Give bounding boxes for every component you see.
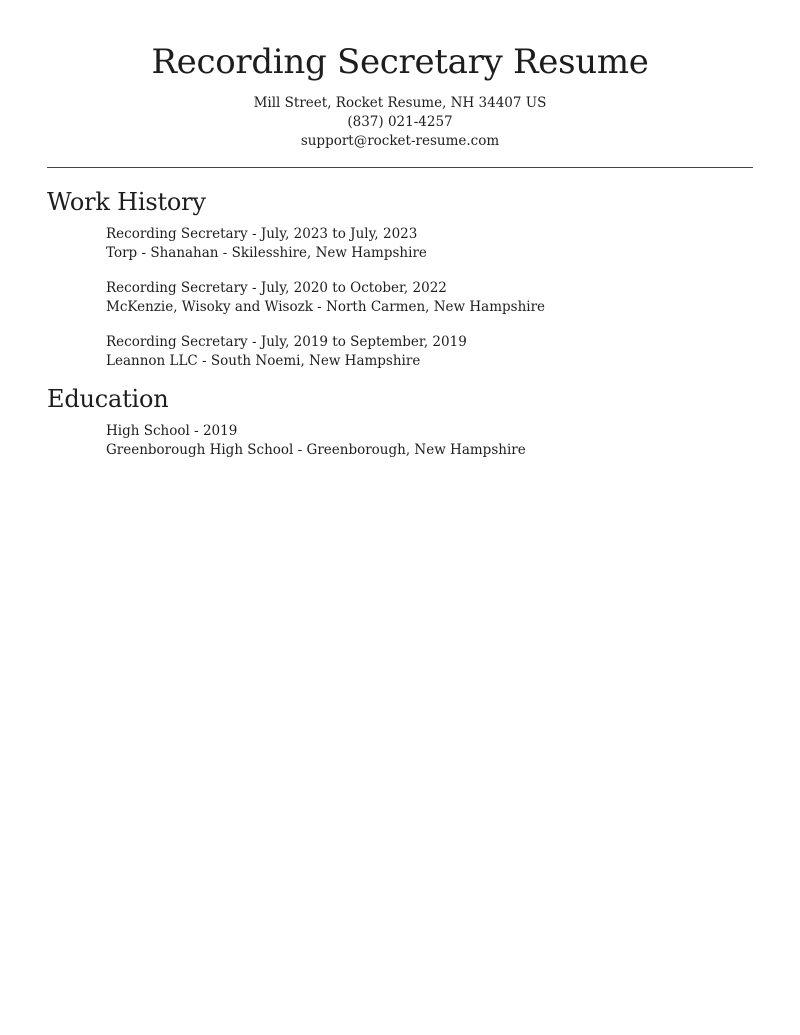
header-divider [47, 167, 753, 168]
work-entry-employer [106, 298, 753, 317]
work-entry-org: Torp - Shanahan [106, 245, 219, 261]
education-entry-institution [106, 441, 753, 460]
work-entry-org: Leannon LLC [106, 353, 198, 369]
contact-email: support@rocket-resume.com [300, 133, 500, 149]
work-entry-employer [106, 352, 753, 371]
work-entry [106, 279, 753, 317]
contact-block [47, 94, 753, 151]
education-entry-school: Greenborough High School [106, 442, 294, 458]
work-entry-location: - Skilesshire, New Hampshire [218, 245, 427, 261]
education-entry-degree: High School - 2019 [106, 423, 238, 439]
resume-header [47, 38, 753, 151]
work-entry-org: McKenzie, Wisoky and Wisozk [106, 299, 313, 315]
work-entry-role: Recording Secretary - July, 2023 to July, 2023 [106, 226, 418, 242]
work-entry-location: - South Noemi, New Hampshire [197, 353, 421, 369]
education-entries [106, 422, 753, 460]
contact-phone: (837) 021-4257 [347, 114, 453, 130]
work-entry-role: Recording Secretary - July, 2020 to October, 2022 [106, 280, 447, 296]
work-entry [106, 333, 753, 371]
work-entry-employer [106, 244, 753, 263]
education-section [47, 384, 753, 460]
education-entry-location: - Greenborough, New Hampshire [293, 442, 526, 458]
education-heading: Education [47, 385, 169, 413]
work-history-entries [106, 225, 753, 371]
work-entry [106, 225, 753, 263]
work-history-heading: Work History [47, 188, 206, 216]
work-entry-role: Recording Secretary - July, 2019 to September, 2019 [106, 334, 467, 350]
work-history-section [47, 187, 753, 371]
resume-title: Recording Secretary Resume [151, 42, 649, 82]
work-entry-location: - North Carmen, New Hampshire [312, 299, 546, 315]
contact-address: Mill Street, Rocket Resume, NH 34407 US [253, 95, 547, 111]
education-entry [106, 422, 753, 460]
